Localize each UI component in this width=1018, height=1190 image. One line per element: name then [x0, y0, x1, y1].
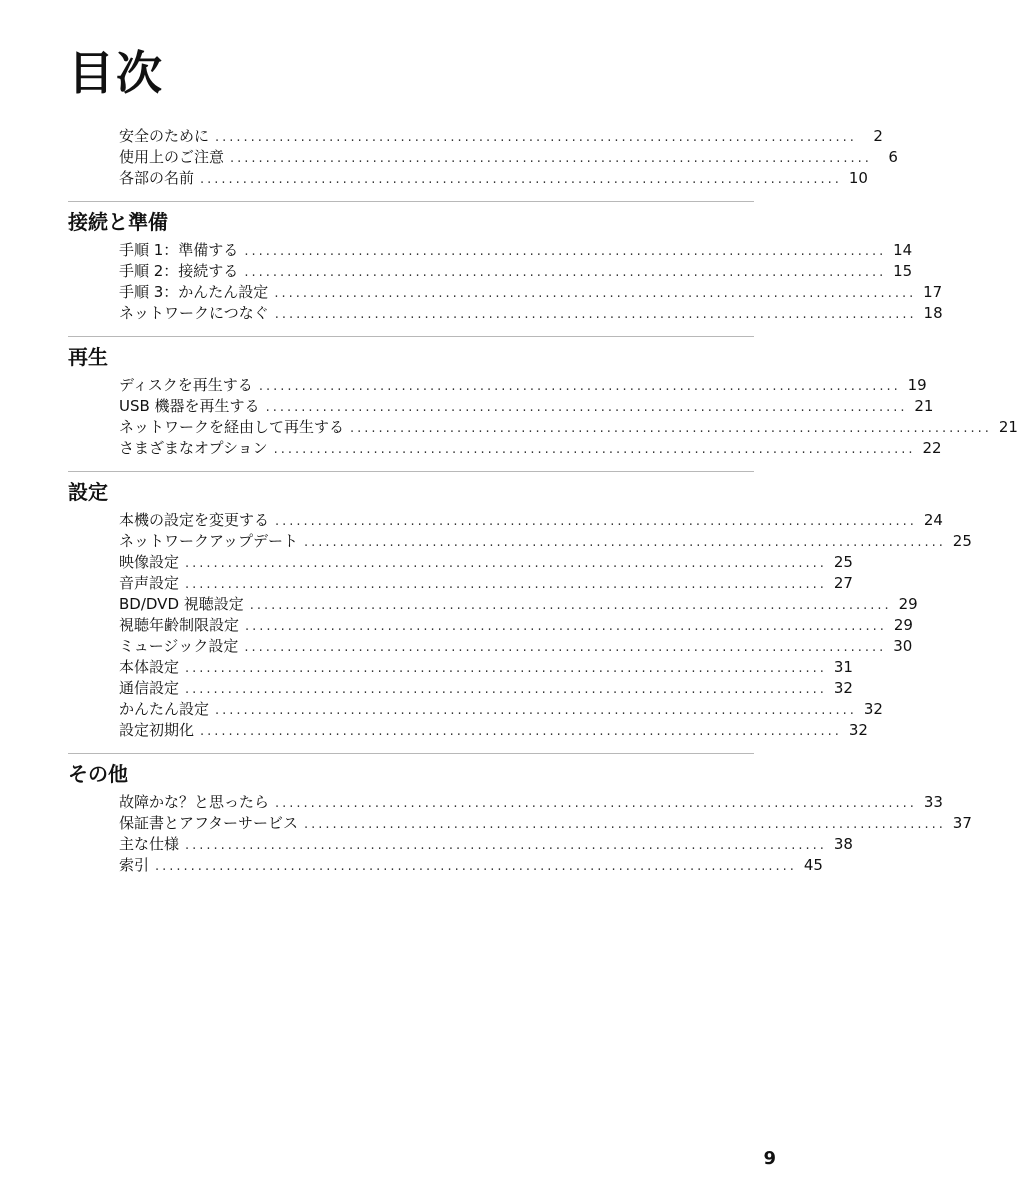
toc-entry-page: 25 — [952, 532, 972, 550]
dot-leader: .......................................................................................... — [274, 286, 917, 301]
dot-leader: .......................................................................................... — [244, 244, 887, 259]
toc-entry[interactable] — [119, 261, 913, 282]
toc-entry-page: 31 — [833, 658, 853, 676]
toc-entry-page: 29 — [898, 595, 918, 613]
toc-section-other — [68, 753, 972, 876]
toc-entry-page: 21 — [998, 418, 1018, 436]
toc-entry[interactable] — [119, 147, 898, 168]
toc-entry-label: BD/DVD 視聴設定 — [119, 595, 244, 613]
dot-leader: .......................................................................................... — [265, 400, 908, 415]
toc-entry[interactable] — [119, 678, 853, 699]
toc-entry[interactable] — [119, 636, 913, 657]
toc-entry-page: 10 — [848, 169, 868, 187]
toc-entry-label: 通信設定 — [119, 679, 180, 697]
dot-leader: .......................................................................................... — [155, 859, 797, 874]
dot-leader: .......................................................................................... — [244, 640, 887, 655]
toc-entry-label: ミュージック設定 — [119, 637, 239, 655]
dot-leader: .......................................................................................... — [215, 130, 857, 145]
dot-leader: .......................................................................................... — [273, 442, 916, 457]
dot-leader: .......................................................................................... — [185, 661, 827, 676]
dot-leader: .......................................................................................... — [245, 619, 887, 634]
toc-entry[interactable] — [119, 438, 942, 459]
toc-entry-label: ネットワークアップデート — [119, 532, 298, 550]
toc-entry-label: 本機の設定を変更する — [119, 511, 270, 529]
toc-entry[interactable] — [119, 699, 883, 720]
dot-leader: .......................................................................................... — [185, 556, 827, 571]
toc-entry-page: 6 — [888, 148, 898, 166]
toc-entry-page: 29 — [893, 616, 913, 634]
dot-leader: .......................................................................................... — [249, 598, 892, 613]
toc-entry[interactable] — [119, 282, 943, 303]
toc-entry-label: 索引 — [119, 856, 150, 874]
toc-entry-label: 安全のために — [119, 127, 210, 145]
toc-entry-page: 25 — [833, 553, 853, 571]
dot-leader: .......................................................................................... — [215, 703, 857, 718]
toc-entry-page: 21 — [914, 397, 934, 415]
toc-entry-label: さまざまなオプション — [119, 439, 268, 457]
toc-entry-label: ディスクを再生する — [119, 376, 253, 394]
toc-entry-label: 手順 1：準備する — [119, 241, 239, 259]
dot-leader: .......................................................................................... — [185, 682, 827, 697]
dot-leader: .......................................................................................... — [303, 535, 946, 550]
toc-entry-page: 14 — [893, 241, 913, 259]
dot-leader: .......................................................................................... — [303, 817, 946, 832]
page-number: 9 — [763, 1148, 776, 1169]
dot-leader: .......................................................................................... — [200, 724, 842, 739]
dot-leader: .......................................................................................... — [275, 514, 917, 529]
toc-entry-label: 手順 2：接続する — [119, 262, 239, 280]
toc-entry-label: 映像設定 — [119, 553, 180, 571]
section-title: 設定 — [68, 480, 108, 504]
toc-entry[interactable] — [119, 813, 972, 834]
dot-leader: .......................................................................................... — [350, 421, 992, 436]
dot-leader: .......................................................................................... — [230, 151, 872, 166]
dot-leader: .......................................................................................... — [274, 307, 917, 322]
toc-entry-label: 手順 3：かんたん設定 — [119, 283, 269, 301]
toc-entry-label: ネットワークを経由して再生する — [119, 418, 345, 436]
toc-entry-page: 38 — [833, 835, 853, 853]
toc-entry-page: 18 — [923, 304, 943, 322]
page-title: 目次 — [68, 46, 164, 100]
toc-entry-page: 37 — [952, 814, 972, 832]
dot-leader: .......................................................................................... — [200, 172, 842, 187]
toc-entry-page: 17 — [923, 283, 943, 301]
toc-entry[interactable] — [119, 303, 943, 324]
toc-entry-page: 30 — [893, 637, 913, 655]
toc-entry[interactable] — [119, 375, 927, 396]
toc-entry-label: 各部の名前 — [119, 169, 195, 187]
section-title: 再生 — [68, 345, 108, 369]
toc-entry-page: 2 — [873, 127, 883, 145]
toc-entry-label: ネットワークにつなぐ — [119, 304, 269, 322]
toc-entry[interactable] — [119, 168, 868, 189]
toc-entry-label: 本体設定 — [119, 658, 180, 676]
toc-entry-label: 故障かな？と思ったら — [119, 793, 270, 811]
toc-entry[interactable] — [119, 720, 868, 741]
toc-entry[interactable] — [119, 855, 823, 876]
section-title: その他 — [68, 762, 128, 786]
toc-intro-group — [68, 126, 898, 189]
toc-entry[interactable] — [119, 417, 1018, 438]
toc-entry-page: 33 — [923, 793, 943, 811]
toc-entry-label: 視聴年齢制限設定 — [119, 616, 240, 634]
toc-entry-label: 音声設定 — [119, 574, 180, 592]
toc-entry-page: 19 — [907, 376, 927, 394]
dot-leader: .......................................................................................... — [185, 838, 827, 853]
toc-entry-page: 32 — [848, 721, 868, 739]
section-title: 接続と準備 — [68, 210, 168, 234]
toc-entry[interactable] — [119, 792, 943, 813]
toc-entry-label: 使用上のご注意 — [119, 148, 225, 166]
toc-entry-label: USB 機器を再生する — [119, 397, 260, 415]
toc-entry[interactable] — [119, 240, 913, 261]
toc-entry-label: 保証書とアフターサービス — [119, 814, 298, 832]
toc-entry-page: 32 — [863, 700, 883, 718]
toc-section-settings — [68, 471, 972, 741]
dot-leader: .......................................................................................... — [185, 577, 827, 592]
toc-entry-page: 45 — [803, 856, 823, 874]
toc-entry[interactable] — [119, 531, 972, 552]
toc-entry-page: 32 — [833, 679, 853, 697]
table-of-contents — [68, 126, 1018, 876]
toc-entry[interactable] — [119, 657, 853, 678]
toc-entry-page: 22 — [922, 439, 942, 457]
toc-entry[interactable] — [119, 126, 883, 147]
dot-leader: .......................................................................................... — [258, 379, 901, 394]
dot-leader: .......................................................................................... — [275, 796, 917, 811]
toc-entry[interactable] — [119, 552, 853, 573]
toc-entry-page: 27 — [833, 574, 853, 592]
toc-entry[interactable] — [119, 834, 853, 855]
toc-section-connection — [68, 201, 943, 324]
toc-entry-page: 24 — [923, 511, 943, 529]
toc-entry[interactable] — [119, 594, 918, 615]
toc-entry-page: 15 — [893, 262, 913, 280]
toc-entry[interactable] — [119, 396, 934, 417]
toc-section-playback — [68, 336, 1018, 459]
toc-entry-label: 主な仕様 — [119, 835, 180, 853]
dot-leader: .......................................................................................... — [244, 265, 887, 280]
toc-entry[interactable] — [119, 510, 943, 531]
toc-entry[interactable] — [119, 615, 913, 636]
toc-entry-label: かんたん設定 — [119, 700, 210, 718]
toc-entry[interactable] — [119, 573, 853, 594]
toc-entry-label: 設定初期化 — [119, 721, 195, 739]
